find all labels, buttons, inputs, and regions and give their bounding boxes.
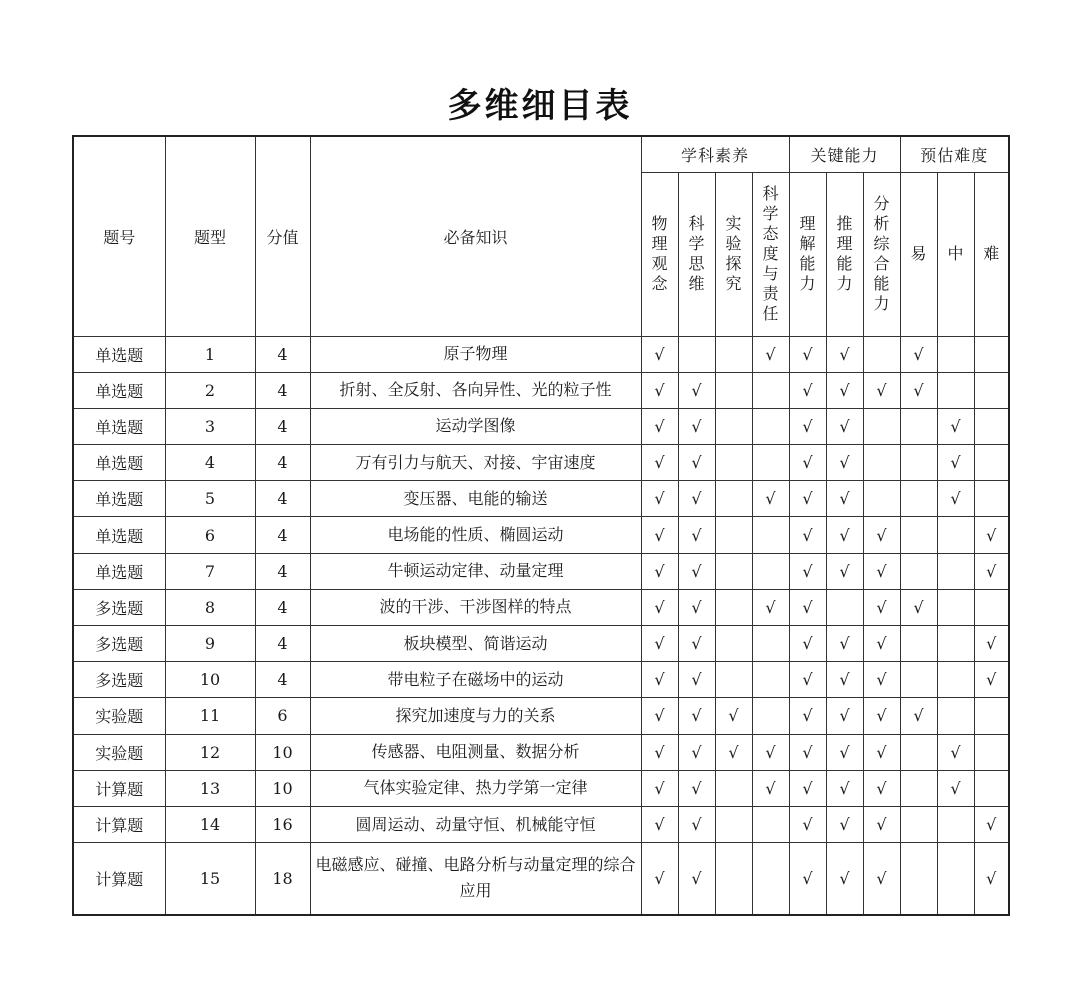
check-cell-empty (715, 553, 752, 589)
cell-score: 4 (255, 408, 310, 444)
check-cell-empty (900, 626, 937, 662)
check-mark: √ (678, 481, 715, 517)
subheader-label: 科学态度与责任 (762, 184, 779, 323)
check-cell-empty (752, 662, 789, 698)
page-title: 多维细目表 (447, 86, 633, 126)
check-cell-empty (715, 481, 752, 517)
cell-knowledge: 带电粒子在磁场中的运动 (310, 662, 641, 698)
cell-type: 单选题 (73, 445, 165, 481)
check-mark: √ (678, 770, 715, 806)
cell-type: 实验题 (73, 698, 165, 734)
check-cell-empty (937, 517, 974, 553)
subheader-label: 分析综合能力 (873, 194, 890, 313)
check-mark: √ (826, 806, 863, 842)
check-cell-empty (900, 662, 937, 698)
header-group-difficulty: 预估难度 (900, 136, 1009, 172)
table-row (73, 626, 1009, 662)
table-row (73, 589, 1009, 625)
cell-score: 4 (255, 589, 310, 625)
check-mark: √ (826, 445, 863, 481)
check-mark: √ (641, 553, 678, 589)
check-mark: √ (641, 662, 678, 698)
subheader-label: 物理观念 (651, 214, 668, 293)
check-mark: √ (937, 481, 974, 517)
subheader (789, 172, 826, 336)
cell-number: 13 (165, 770, 255, 806)
subheader-label: 实验探究 (725, 214, 742, 293)
check-cell-empty (752, 372, 789, 408)
check-mark: √ (789, 336, 826, 372)
cell-score: 10 (255, 734, 310, 770)
check-mark: √ (641, 445, 678, 481)
check-cell-empty (974, 589, 1009, 625)
cell-type: 计算题 (73, 806, 165, 842)
cell-number: 3 (165, 408, 255, 444)
subheader (826, 172, 863, 336)
check-cell-empty (937, 806, 974, 842)
cell-type: 单选题 (73, 553, 165, 589)
cell-number: 9 (165, 626, 255, 662)
check-mark: √ (752, 336, 789, 372)
check-mark: √ (937, 770, 974, 806)
check-mark: √ (789, 553, 826, 589)
check-mark: √ (826, 553, 863, 589)
check-cell-empty (715, 806, 752, 842)
check-mark: √ (641, 806, 678, 842)
check-cell-empty (974, 734, 1009, 770)
subheader (641, 172, 678, 336)
check-mark: √ (678, 408, 715, 444)
check-mark: √ (974, 553, 1009, 589)
check-cell-empty (900, 517, 937, 553)
check-mark: √ (937, 734, 974, 770)
cell-type: 实验题 (73, 734, 165, 770)
check-cell-empty (900, 445, 937, 481)
check-mark: √ (789, 662, 826, 698)
cell-score: 4 (255, 336, 310, 372)
check-mark: √ (900, 698, 937, 734)
cell-knowledge: 波的干涉、干涉图样的特点 (310, 589, 641, 625)
check-cell-empty (752, 408, 789, 444)
cell-type: 单选题 (73, 372, 165, 408)
cell-score: 10 (255, 770, 310, 806)
check-mark: √ (789, 517, 826, 553)
check-mark: √ (826, 336, 863, 372)
check-mark: √ (863, 553, 900, 589)
check-mark: √ (752, 734, 789, 770)
check-mark: √ (641, 734, 678, 770)
check-cell-empty (900, 553, 937, 589)
table-row (73, 662, 1009, 698)
check-mark: √ (826, 843, 863, 915)
subheader-label: 中 (947, 244, 964, 263)
check-mark: √ (641, 698, 678, 734)
check-cell-empty (937, 372, 974, 408)
check-mark: √ (826, 734, 863, 770)
check-mark: √ (789, 626, 826, 662)
check-cell-empty (752, 517, 789, 553)
cell-score: 4 (255, 481, 310, 517)
subheader (863, 172, 900, 336)
check-mark: √ (937, 408, 974, 444)
check-cell-empty (715, 408, 752, 444)
check-mark: √ (678, 662, 715, 698)
cell-knowledge: 气体实验定律、热力学第一定律 (310, 770, 641, 806)
check-cell-empty (974, 372, 1009, 408)
check-mark: √ (826, 517, 863, 553)
check-mark: √ (826, 408, 863, 444)
check-cell-empty (715, 336, 752, 372)
cell-type: 单选题 (73, 517, 165, 553)
check-cell-empty (900, 806, 937, 842)
check-cell-empty (900, 770, 937, 806)
cell-knowledge: 运动学图像 (310, 408, 641, 444)
check-mark: √ (641, 770, 678, 806)
check-mark: √ (678, 445, 715, 481)
check-cell-empty (752, 445, 789, 481)
check-mark: √ (752, 481, 789, 517)
check-mark: √ (678, 589, 715, 625)
check-mark: √ (641, 517, 678, 553)
subheader-label: 理解能力 (799, 214, 816, 293)
check-cell-empty (937, 626, 974, 662)
cell-number: 4 (165, 445, 255, 481)
check-mark: √ (826, 372, 863, 408)
subheader (715, 172, 752, 336)
check-mark: √ (826, 698, 863, 734)
check-cell-empty (937, 336, 974, 372)
check-cell-empty (715, 843, 752, 915)
check-mark: √ (900, 589, 937, 625)
check-mark: √ (974, 843, 1009, 915)
cell-type: 单选题 (73, 481, 165, 517)
subheader-label: 难 (983, 244, 1000, 263)
check-mark: √ (641, 336, 678, 372)
check-mark: √ (863, 372, 900, 408)
check-cell-empty (678, 336, 715, 372)
check-cell-empty (863, 481, 900, 517)
table-row (73, 372, 1009, 408)
table-body (73, 336, 1009, 915)
check-mark: √ (678, 734, 715, 770)
cell-number: 14 (165, 806, 255, 842)
header-number: 题号 (73, 136, 165, 336)
table-row (73, 843, 1009, 915)
cell-type: 单选题 (73, 336, 165, 372)
check-mark: √ (863, 698, 900, 734)
subheader (900, 172, 937, 336)
cell-number: 10 (165, 662, 255, 698)
check-mark: √ (826, 481, 863, 517)
header-score: 分值 (255, 136, 310, 336)
cell-type: 单选题 (73, 408, 165, 444)
cell-knowledge: 牛顿运动定律、动量定理 (310, 553, 641, 589)
check-mark: √ (789, 589, 826, 625)
check-mark: √ (678, 843, 715, 915)
check-mark: √ (863, 770, 900, 806)
cell-score: 4 (255, 553, 310, 589)
check-mark: √ (641, 843, 678, 915)
check-mark: √ (863, 662, 900, 698)
check-cell-empty (752, 843, 789, 915)
check-mark: √ (789, 481, 826, 517)
check-cell-empty (826, 589, 863, 625)
check-mark: √ (863, 589, 900, 625)
cell-number: 1 (165, 336, 255, 372)
check-mark: √ (789, 770, 826, 806)
table-row (73, 806, 1009, 842)
cell-knowledge: 圆周运动、动量守恒、机械能守恒 (310, 806, 641, 842)
check-mark: √ (678, 806, 715, 842)
check-mark: √ (752, 589, 789, 625)
check-mark: √ (789, 843, 826, 915)
cell-knowledge: 变压器、电能的输送 (310, 481, 641, 517)
check-mark: √ (974, 517, 1009, 553)
cell-number: 12 (165, 734, 255, 770)
check-mark: √ (900, 372, 937, 408)
check-mark: √ (863, 843, 900, 915)
check-cell-empty (752, 553, 789, 589)
subheader (974, 172, 1009, 336)
check-mark: √ (863, 626, 900, 662)
header-knowledge: 必备知识 (310, 136, 641, 336)
check-cell-empty (752, 698, 789, 734)
cell-score: 6 (255, 698, 310, 734)
check-mark: √ (974, 662, 1009, 698)
check-cell-empty (974, 481, 1009, 517)
check-mark: √ (752, 770, 789, 806)
check-mark: √ (789, 408, 826, 444)
subheader (937, 172, 974, 336)
check-cell-empty (715, 517, 752, 553)
check-mark: √ (937, 445, 974, 481)
check-mark: √ (789, 806, 826, 842)
check-cell-empty (937, 698, 974, 734)
cell-score: 4 (255, 372, 310, 408)
check-cell-empty (715, 626, 752, 662)
check-cell-empty (863, 445, 900, 481)
check-mark: √ (974, 626, 1009, 662)
cell-score: 16 (255, 806, 310, 842)
check-mark: √ (678, 517, 715, 553)
check-mark: √ (789, 734, 826, 770)
cell-score: 18 (255, 843, 310, 915)
cell-type: 计算题 (73, 770, 165, 806)
check-mark: √ (974, 806, 1009, 842)
check-mark: √ (900, 336, 937, 372)
cell-number: 7 (165, 553, 255, 589)
subheader (678, 172, 715, 336)
check-cell-empty (974, 445, 1009, 481)
check-mark: √ (826, 626, 863, 662)
check-cell-empty (937, 843, 974, 915)
check-cell-empty (900, 481, 937, 517)
check-cell-empty (752, 626, 789, 662)
check-mark: √ (789, 445, 826, 481)
check-mark: √ (863, 517, 900, 553)
subheader (752, 172, 789, 336)
check-cell-empty (715, 589, 752, 625)
check-cell-empty (900, 408, 937, 444)
check-mark: √ (678, 698, 715, 734)
check-cell-empty (900, 734, 937, 770)
cell-number: 15 (165, 843, 255, 915)
cell-score: 4 (255, 445, 310, 481)
cell-type: 多选题 (73, 589, 165, 625)
check-cell-empty (974, 770, 1009, 806)
cell-knowledge: 原子物理 (310, 336, 641, 372)
cell-type: 多选题 (73, 662, 165, 698)
check-mark: √ (678, 626, 715, 662)
cell-knowledge: 电磁感应、碰撞、电路分析与动量定理的综合应用 (310, 843, 641, 915)
table-row (73, 481, 1009, 517)
check-mark: √ (678, 372, 715, 408)
check-mark: √ (641, 481, 678, 517)
cell-knowledge: 万有引力与航天、对接、宇宙速度 (310, 445, 641, 481)
check-cell-empty (752, 806, 789, 842)
check-cell-empty (863, 336, 900, 372)
cell-score: 4 (255, 662, 310, 698)
check-mark: √ (863, 806, 900, 842)
cell-type: 多选题 (73, 626, 165, 662)
header-group-ability: 关键能力 (789, 136, 900, 172)
check-cell-empty (974, 698, 1009, 734)
check-cell-empty (937, 553, 974, 589)
table-row (73, 445, 1009, 481)
check-mark: √ (641, 408, 678, 444)
check-cell-empty (715, 372, 752, 408)
check-mark: √ (826, 770, 863, 806)
subheader-label: 易 (910, 244, 927, 263)
subheader-label: 科学思维 (688, 214, 705, 293)
table-row (73, 336, 1009, 372)
check-cell-empty (715, 662, 752, 698)
check-cell-empty (937, 589, 974, 625)
cell-number: 6 (165, 517, 255, 553)
cell-knowledge: 传感器、电阻测量、数据分析 (310, 734, 641, 770)
cell-knowledge: 折射、全反射、各向异性、光的粒子性 (310, 372, 641, 408)
check-cell-empty (937, 662, 974, 698)
cell-number: 5 (165, 481, 255, 517)
check-mark: √ (641, 626, 678, 662)
cell-score: 4 (255, 517, 310, 553)
check-mark: √ (678, 553, 715, 589)
check-cell-empty (715, 445, 752, 481)
table-row (73, 553, 1009, 589)
cell-knowledge: 板块模型、简谐运动 (310, 626, 641, 662)
header-type: 题型 (165, 136, 255, 336)
check-mark: √ (826, 662, 863, 698)
check-cell-empty (863, 408, 900, 444)
check-mark: √ (641, 372, 678, 408)
table-row (73, 698, 1009, 734)
check-cell-empty (715, 770, 752, 806)
cell-knowledge: 探究加速度与力的关系 (310, 698, 641, 734)
table-row (73, 517, 1009, 553)
check-mark: √ (715, 698, 752, 734)
check-mark: √ (863, 734, 900, 770)
check-mark: √ (789, 372, 826, 408)
check-cell-empty (974, 336, 1009, 372)
cell-type: 计算题 (73, 843, 165, 915)
table-row (73, 734, 1009, 770)
cell-number: 8 (165, 589, 255, 625)
check-mark: √ (641, 589, 678, 625)
check-mark: √ (715, 734, 752, 770)
check-mark: √ (789, 698, 826, 734)
cell-number: 2 (165, 372, 255, 408)
table-row (73, 408, 1009, 444)
check-cell-empty (974, 408, 1009, 444)
subheader-label: 推理能力 (836, 214, 853, 293)
header-group-literacy: 学科素养 (641, 136, 789, 172)
specification-table (72, 135, 1010, 916)
cell-number: 11 (165, 698, 255, 734)
cell-knowledge: 电场能的性质、椭圆运动 (310, 517, 641, 553)
check-cell-empty (900, 843, 937, 915)
cell-score: 4 (255, 626, 310, 662)
table-row (73, 770, 1009, 806)
